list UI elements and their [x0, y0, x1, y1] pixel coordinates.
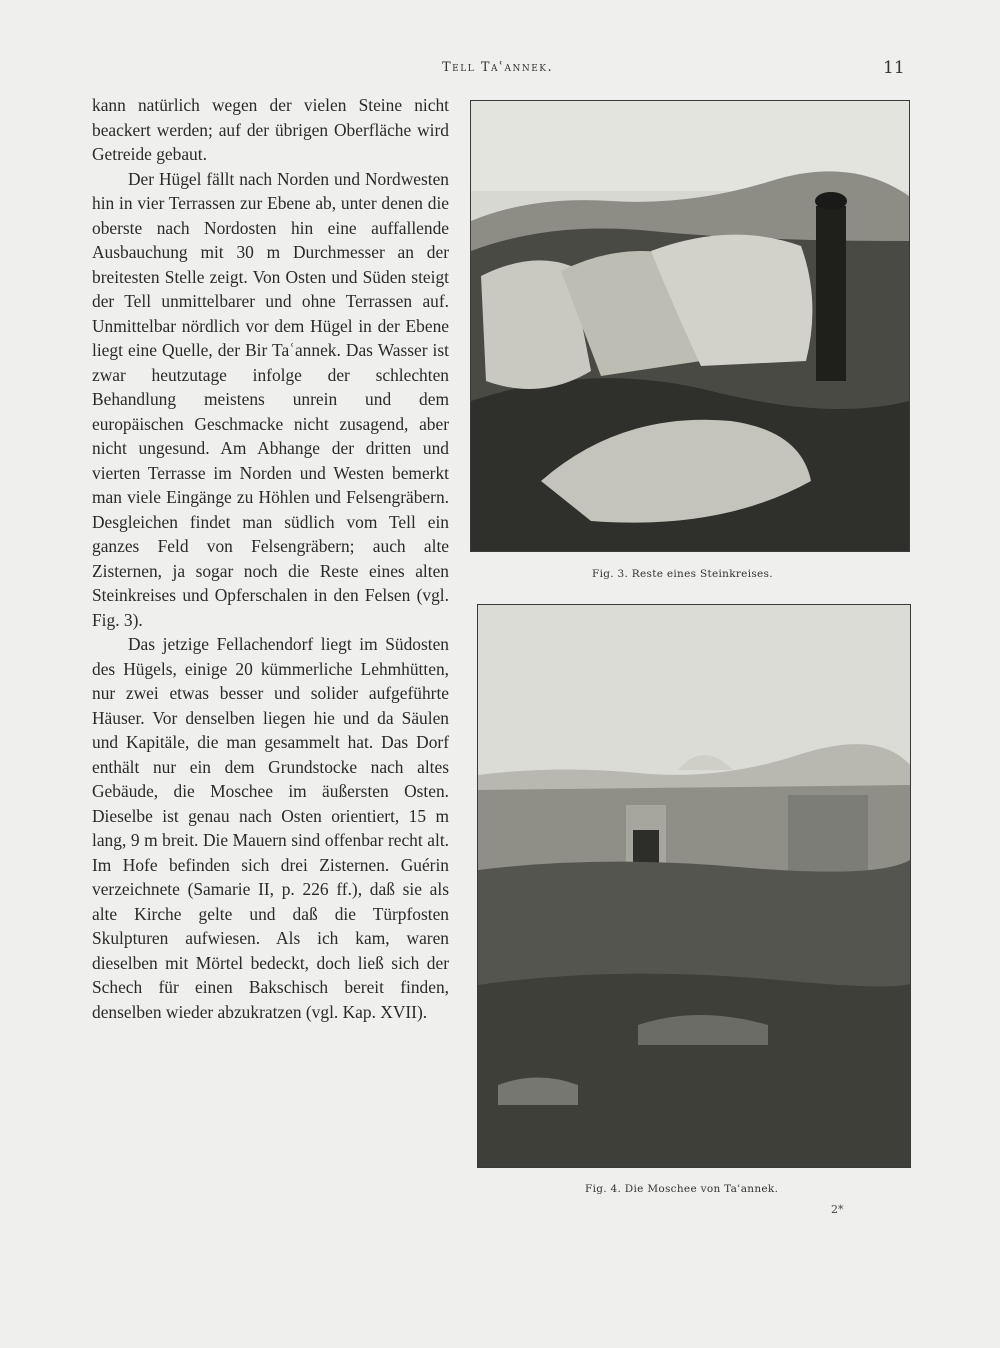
- figure-4-photo: [477, 604, 911, 1168]
- running-title: Tell Taʿannek.: [442, 60, 554, 75]
- signature-mark: 2*: [831, 1203, 844, 1216]
- figure-3-caption: Fig. 3. Reste eines Steinkreises.: [592, 568, 773, 580]
- running-head: [0, 58, 1000, 78]
- page-number: 11: [883, 58, 905, 78]
- paragraph-3: Das jetzige Fellachendorf liegt im Südosten des Hügels, einige 20 kümmerliche Lehmhütten, nur zwei etwas besser und solider aufgeführte Häuser. Vor denselben liegen hie und da Säulen und Kapitäle, die man gesammelt hat. Das Dorf enthält nur ein dem Grundstocke nach altes Gebäude, die Moschee im äußersten Osten. Dieselbe ist genau nach Osten orientiert, 15 m lang, 9 m breit. Die Mauern sind offenbar recht alt. Im Hofe befinden sich drei Zisternen. Guérin verzeichnete (Samarie II, p. 226 ff.), daß sie als alte Kirche gelte und daß die Türpfosten Skulpturen aufwiesen. Als ich kam, waren dieselben mit Mörtel bedeckt, doch ließ sich der Schech für einen Bakschisch bereit finden, denselben wieder abzukratzen (vgl. Kap. XVII).: [92, 634, 449, 1022]
- body-text-column: [92, 93, 449, 1024]
- figure-4-caption: Fig. 4. Die Moschee von Taʿannek.: [585, 1183, 779, 1195]
- stone-circle-image: [471, 101, 909, 551]
- mosque-image: [478, 605, 910, 1167]
- paragraph-2: Der Hügel fällt nach Norden und Nordwesten hin in vier Terrassen zur Ebene ab, unter denen die oberste nach Nordosten hin eine auffallende Ausbauchung mit 30 m Durchmesser an der breitesten Stelle zeigt. Von Osten und Süden steigt der Tell unmittelbarer und ohne Terrassen auf. Unmittelbar nördlich vor dem Hügel in der Ebene liegt eine Quelle, der Bir Taʿannek. Das Wasser ist zwar heutzutage infolge der schlechten Behandlung meistens unrein und dem europäischen Geschmacke nicht zusagend, aber nicht ungesund. Am Abhange der dritten und vierten Terrasse im Norden und Westen bemerkt man viele Eingänge zu Höhlen und Felsengräbern. Desgleichen findet man südlich vom Tell ein ganzes Feld von Felsengräbern; auch alte Zisternen, ja sogar noch die Reste eines alten Steinkreises und Opferschalen in den Felsen (vgl. Fig. 3).: [92, 168, 449, 630]
- figure-3-photo: [470, 100, 910, 552]
- paragraph-1: kann natürlich wegen der vielen Steine nicht beackert werden; auf der übrigen Oberfläche wird Getreide gebaut.: [92, 95, 449, 164]
